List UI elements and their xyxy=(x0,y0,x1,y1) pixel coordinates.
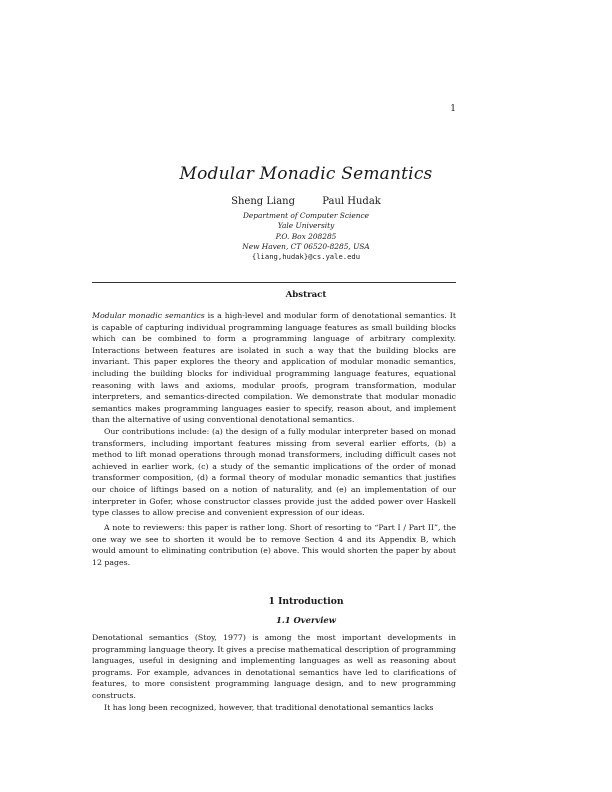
paper-title: Modular Monadic Semantics xyxy=(179,164,433,184)
abstract-paragraph: Our contributions include: (a) the design of a fully modular interpreter based on monad transformers, including important features missing from several earlier efforts, (b) a method to lift monad operations through monad transformers, including difficult cases not achieved in earlier work, (c) a study of the semantic implications of the order of monad transformer composition, (d) a formal theory of modular monadic semantics that justifies our choice of liftings based on a notion of naturality, and (e) an implementation of our interpreter in Gofer, whose constructor classes provide just the added power over Haskell type classes to allow precise and convenient expression of our ideas. xyxy=(92,426,456,518)
section-heading: 1 Introduction xyxy=(268,596,344,607)
section-body xyxy=(92,632,456,713)
body-paragraph: Denotational semantics (Stoy, 1977) is among the most important developments in programming language theory. It gives a precise mathematical description of programming languages, useful in designing and implementing languages as well as reasoning about programs. For example, advances in denotational semantics have led to clarifications of features, to more consistent programming language design, and to new programming constructs. xyxy=(92,633,456,700)
abstract-top-rule xyxy=(92,282,456,283)
subsection-heading: 1.1 Overview xyxy=(276,615,336,625)
affiliation-university: Yale University xyxy=(277,221,335,231)
abstract-paragraph xyxy=(92,310,456,426)
reviewer-note xyxy=(92,522,456,568)
abstract-heading: Abstract xyxy=(285,290,327,300)
affiliation-box: P.O. Box 208285 xyxy=(275,231,337,241)
author-name: Sheng Liang xyxy=(231,196,296,207)
abstract-body xyxy=(92,310,456,519)
reviewer-note-text: A note to reviewers: this paper is rather long. Short of resorting to “Part I / Part II”, the one way we see to shorten it would be to remove Section 4 and its Appendix B, which would amount to eliminating contribution (e) above. This would shorten the paper by about 12 pages. xyxy=(92,523,456,567)
affiliation-city: New Haven, CT 06520-8285, USA xyxy=(242,241,370,251)
author-email: {liang,hudak}@cs.yale.edu xyxy=(251,252,361,262)
abstract-text: is a high-level and modular form of denotational semantics. It is capable of capturing individual programming language features as small building blocks which can be combined to form a programming language of arbitrary complexity. Interactions between features are isolated in such a way that the building blocks are invariant. This paper explores the theory and application of modular monadic semantics, including the building blocks for individual programming language features, equational reasoning with laws and axioms, modular proofs, program transformation, modular interpreters, and semantics-directed compilation. We demonstrate that modular monadic semantics makes programming languages easier to specify, reason about, and implement than the alternative of using conventional denotational semantics. xyxy=(92,311,456,425)
body-paragraph: It has long been recognized, however, that traditional denotational semantics lacks xyxy=(104,702,434,712)
author-name: Paul Hudak xyxy=(322,196,381,207)
author-list xyxy=(0,196,612,207)
affiliation-block xyxy=(0,211,612,262)
abstract-emphasis: Modular monadic semantics xyxy=(92,311,205,320)
page-number: 1 xyxy=(450,104,456,114)
affiliation-department: Department of Computer Science xyxy=(243,211,369,220)
